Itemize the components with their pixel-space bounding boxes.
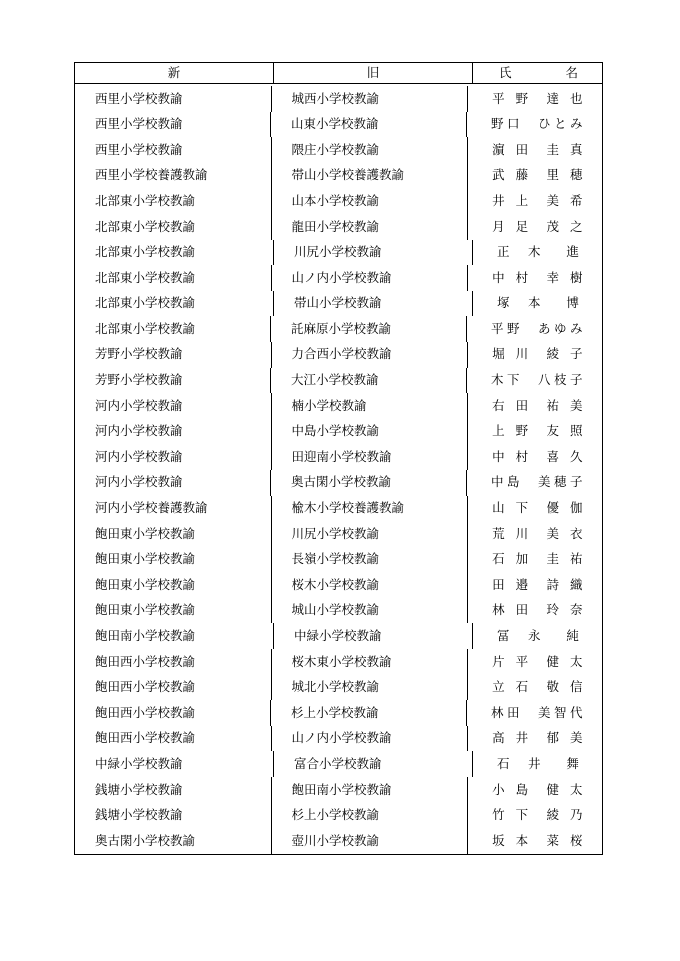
- cell-old-text: 隈庄小学校教諭: [291, 141, 380, 157]
- cell-old-text: 長嶺小学校教諭: [291, 551, 380, 567]
- cell-name: [467, 368, 602, 394]
- table-row: [75, 419, 602, 445]
- table-row: [75, 393, 602, 419]
- cell-new: [75, 675, 272, 701]
- cell-new: [75, 828, 272, 854]
- cell-name-text: 小 島 健 太: [492, 781, 586, 797]
- cell-new: [75, 368, 271, 394]
- cell-old-text: 力合西小学校教諭: [291, 346, 392, 362]
- cell-old: [272, 547, 469, 573]
- cell-old-text: 楡木小学校養護教諭: [291, 500, 405, 516]
- cell-new: [75, 265, 272, 291]
- cell-name-text: 高 井 郁 美: [492, 730, 586, 746]
- cell-old-text: 中島小学校教諭: [291, 423, 380, 439]
- cell-name: [468, 86, 602, 112]
- cell-name: [468, 675, 602, 701]
- cell-name: [468, 777, 602, 803]
- table-row: [75, 777, 602, 803]
- cell-new: [75, 496, 272, 522]
- cell-old-text: 城西小学校教諭: [291, 90, 380, 106]
- cell-old-text: 帯山小学校養護教諭: [291, 167, 405, 183]
- cell-new-text: 河内小学校養護教諭: [95, 500, 208, 516]
- cell-name: [468, 572, 602, 598]
- cell-name-text: 上 野 友 照: [492, 423, 586, 439]
- cell-new-text: 奥古閑小学校教諭: [95, 832, 196, 848]
- table-row: [75, 368, 602, 394]
- cell-name: [467, 470, 602, 496]
- cell-old: [272, 265, 469, 291]
- cell-name: [467, 316, 602, 342]
- cell-new: [75, 649, 272, 675]
- cell-name-text: 武 藤 里 穂: [492, 167, 586, 183]
- cell-name-text: 竹 下 綾 乃: [492, 807, 586, 823]
- cell-old-text: 大江小学校教諭: [291, 372, 379, 388]
- cell-name: [473, 240, 602, 266]
- cell-new: [75, 572, 272, 598]
- cell-old: [272, 675, 469, 701]
- cell-old: [272, 214, 469, 240]
- cell-name-text: 坂 本 菜 桜: [492, 832, 586, 848]
- cell-old: [271, 700, 467, 726]
- cell-old: [272, 137, 469, 163]
- table-row: [75, 316, 602, 342]
- cell-new-text: 北部東小学校教諭: [95, 192, 196, 208]
- cell-new-text: 飽田西小学校教諭: [95, 730, 196, 746]
- cell-name: [473, 751, 602, 777]
- cell-name-text: 右 田 祐 美: [492, 397, 586, 413]
- cell-name: [473, 291, 602, 317]
- cell-old: [272, 496, 469, 522]
- cell-name-text: 中 村 幸 樹: [492, 269, 586, 285]
- cell-name: [468, 137, 602, 163]
- cell-old-text: 城北小学校教諭: [291, 679, 380, 695]
- table-row: [75, 675, 602, 701]
- table-row: [75, 726, 602, 752]
- cell-name: [468, 265, 602, 291]
- cell-new-text: 西里小学校教諭: [95, 116, 183, 132]
- cell-new-text: 飽田西小学校教諭: [95, 704, 196, 720]
- cell-old: [271, 368, 467, 394]
- cell-old: [274, 751, 473, 777]
- table-row: [75, 112, 602, 138]
- header-old-label: 旧: [366, 64, 380, 80]
- cell-new-text: 河内小学校教諭: [95, 423, 183, 439]
- table-row: [75, 803, 602, 829]
- cell-name-text: 山 下 優 伽: [492, 500, 586, 516]
- cell-name: [468, 521, 602, 547]
- cell-new: [75, 214, 272, 240]
- cell-name: [468, 163, 602, 189]
- cell-name: [467, 112, 602, 138]
- cell-new: [75, 803, 272, 829]
- cell-new: [75, 393, 272, 419]
- cell-old: [272, 649, 469, 675]
- cell-new: [75, 623, 274, 649]
- cell-new: [75, 547, 272, 573]
- cell-name: [468, 393, 602, 419]
- table-row: [75, 86, 602, 112]
- cell-old: [272, 726, 469, 752]
- cell-new-text: 飽田南小学校教諭: [95, 628, 196, 644]
- cell-new-text: 西里小学校教諭: [95, 141, 183, 157]
- cell-name-text: 井 上 美 希: [492, 192, 586, 208]
- cell-name-text: 荒 川 美 衣: [492, 525, 586, 541]
- cell-new: [75, 240, 274, 266]
- cell-name-text: 立 石 敬 信: [492, 679, 586, 695]
- cell-old: [272, 444, 469, 470]
- cell-old: [272, 777, 469, 803]
- cell-old-text: 中緑小学校教諭: [294, 628, 382, 644]
- cell-new: [75, 163, 272, 189]
- cell-new: [75, 470, 271, 496]
- table-row: [75, 700, 602, 726]
- cell-name-text: 濵 田 圭 真: [492, 141, 586, 157]
- cell-name: [468, 188, 602, 214]
- cell-old-text: 壺川小学校教諭: [291, 832, 380, 848]
- cell-name: [468, 342, 602, 368]
- cell-name: [468, 214, 602, 240]
- cell-old: [272, 188, 469, 214]
- header-name: [473, 63, 602, 83]
- cell-new-text: 芳野小学校教諭: [95, 346, 183, 362]
- cell-new-text: 飽田東小学校教諭: [95, 576, 196, 592]
- cell-new-text: 銭塘小学校教諭: [95, 781, 183, 797]
- cell-old-text: 託麻原小学校教諭: [291, 320, 392, 336]
- cell-new: [75, 444, 272, 470]
- cell-new-text: 西里小学校教諭: [95, 90, 183, 106]
- transfer-table: [74, 62, 603, 855]
- header-new-label: 新: [167, 64, 181, 80]
- cell-old-text: 帯山小学校教諭: [294, 295, 382, 311]
- table-row: [75, 137, 602, 163]
- cell-name-text: 木下 八枝子: [491, 372, 586, 388]
- cell-name-text: 冨 永 純: [497, 628, 583, 644]
- cell-old-text: 城山小学校教諭: [291, 602, 380, 618]
- cell-name-text: 塚 本 博: [497, 295, 583, 311]
- cell-old-text: 山東小学校教諭: [291, 116, 379, 132]
- table-row: [75, 521, 602, 547]
- table-row: [75, 547, 602, 573]
- cell-new-text: 北部東小学校教諭: [95, 320, 196, 336]
- header-new: [75, 63, 274, 83]
- table-row: [75, 163, 602, 189]
- cell-new-text: 銭塘小学校教諭: [95, 807, 183, 823]
- cell-old: [272, 572, 469, 598]
- cell-new: [75, 751, 274, 777]
- header-name-label-1: 氏: [499, 64, 512, 80]
- cell-name-text: 堀 川 綾 子: [492, 346, 586, 362]
- cell-new: [75, 112, 271, 138]
- cell-new-text: 飽田東小学校教諭: [95, 551, 196, 567]
- table-row: [75, 828, 602, 854]
- header-name-label-2: 名: [565, 64, 578, 80]
- cell-old: [272, 86, 469, 112]
- cell-name: [468, 419, 602, 445]
- cell-new: [75, 726, 272, 752]
- table-row: [75, 572, 602, 598]
- cell-old: [274, 291, 473, 317]
- cell-new-text: 中緑小学校教諭: [95, 755, 183, 771]
- cell-name: [468, 496, 602, 522]
- cell-new-text: 北部東小学校教諭: [95, 218, 196, 234]
- cell-name: [468, 598, 602, 624]
- cell-old: [274, 240, 473, 266]
- table-row: [75, 291, 602, 317]
- cell-old-text: 富合小学校教諭: [294, 755, 382, 771]
- cell-new-text: 飽田西小学校教諭: [95, 653, 196, 669]
- table-row: [75, 623, 602, 649]
- cell-old-text: 田迎南小学校教諭: [291, 448, 392, 464]
- cell-old-text: 龍田小学校教諭: [291, 218, 380, 234]
- cell-new-text: 北部東小学校教諭: [95, 244, 196, 260]
- cell-new: [75, 137, 272, 163]
- cell-old: [271, 112, 467, 138]
- cell-new: [75, 598, 272, 624]
- table-row: [75, 265, 602, 291]
- cell-old-text: 楠小学校教諭: [291, 397, 367, 413]
- cell-old-text: 飽田南小学校教諭: [291, 781, 392, 797]
- cell-old-text: 川尻小学校教諭: [291, 525, 380, 541]
- cell-old: [272, 342, 469, 368]
- cell-old: [272, 163, 469, 189]
- cell-new: [75, 342, 272, 368]
- cell-old: [271, 316, 467, 342]
- cell-name: [467, 700, 602, 726]
- cell-old-text: 山ノ内小学校教諭: [291, 730, 392, 746]
- cell-old-text: 川尻小学校教諭: [294, 244, 382, 260]
- cell-old: [272, 419, 469, 445]
- cell-name: [468, 726, 602, 752]
- cell-name-text: 石 井 舞: [497, 755, 583, 771]
- cell-new-text: 北部東小学校教諭: [95, 295, 196, 311]
- cell-old: [272, 393, 469, 419]
- cell-new-text: 河内小学校教諭: [95, 448, 183, 464]
- cell-new-text: 河内小学校教諭: [95, 397, 183, 413]
- table-row: [75, 649, 602, 675]
- header-old: [274, 63, 473, 83]
- cell-old-text: 杉上小学校教諭: [291, 704, 379, 720]
- cell-old-text: 山本小学校教諭: [291, 192, 380, 208]
- cell-old: [272, 521, 469, 547]
- cell-name-text: 石 加 圭 祐: [492, 551, 586, 567]
- cell-name: [468, 444, 602, 470]
- cell-old: [272, 598, 469, 624]
- cell-new: [75, 316, 271, 342]
- cell-new: [75, 419, 272, 445]
- cell-old-text: 山ノ内小学校教諭: [291, 269, 392, 285]
- cell-name: [468, 649, 602, 675]
- cell-name-text: 月 足 茂 之: [492, 218, 586, 234]
- cell-old: [271, 470, 467, 496]
- cell-name-text: 中 村 喜 久: [492, 448, 586, 464]
- cell-old: [274, 623, 473, 649]
- cell-new-text: 芳野小学校教諭: [95, 372, 183, 388]
- cell-new: [75, 188, 272, 214]
- table-row: [75, 496, 602, 522]
- cell-new: [75, 291, 274, 317]
- cell-new-text: 北部東小学校教諭: [95, 269, 196, 285]
- cell-old: [272, 828, 469, 854]
- cell-new-text: 飽田東小学校教諭: [95, 525, 196, 541]
- cell-old-text: 奥古閑小学校教諭: [291, 474, 392, 490]
- cell-name-text: 片 平 健 太: [492, 653, 586, 669]
- cell-name-text: 中島 美穂子: [491, 474, 586, 490]
- cell-new: [75, 700, 271, 726]
- cell-name-text: 正 木 進: [497, 244, 583, 260]
- cell-name-text: 平野 あゆみ: [491, 320, 586, 336]
- cell-new-text: 飽田西小学校教諭: [95, 679, 196, 695]
- cell-new-text: 西里小学校養護教諭: [95, 167, 208, 183]
- cell-name-text: 田 邉 詩 織: [492, 576, 586, 592]
- table-row: [75, 214, 602, 240]
- table-row: [75, 598, 602, 624]
- cell-name: [468, 547, 602, 573]
- cell-old: [272, 803, 469, 829]
- table-row: [75, 240, 602, 266]
- cell-new: [75, 521, 272, 547]
- table-row: [75, 751, 602, 777]
- cell-old-text: 杉上小学校教諭: [291, 807, 380, 823]
- cell-name-text: 林田 美智代: [491, 704, 586, 720]
- table-row: [75, 342, 602, 368]
- table-row: [75, 188, 602, 214]
- cell-name-text: 野口 ひとみ: [491, 116, 586, 132]
- cell-new: [75, 777, 272, 803]
- cell-name-text: 平 野 達 也: [492, 90, 586, 106]
- cell-old-text: 桜木東小学校教諭: [291, 653, 392, 669]
- cell-name: [473, 623, 602, 649]
- cell-new-text: 飽田東小学校教諭: [95, 602, 196, 618]
- table-row: [75, 444, 602, 470]
- cell-name: [468, 803, 602, 829]
- table-header: [75, 63, 602, 84]
- table-row: [75, 470, 602, 496]
- cell-new-text: 河内小学校教諭: [95, 474, 183, 490]
- cell-old-text: 桜木小学校教諭: [291, 576, 380, 592]
- cell-name: [468, 828, 602, 854]
- cell-name-text: 林 田 玲 奈: [492, 602, 586, 618]
- cell-new: [75, 86, 272, 112]
- table-body: [75, 84, 602, 854]
